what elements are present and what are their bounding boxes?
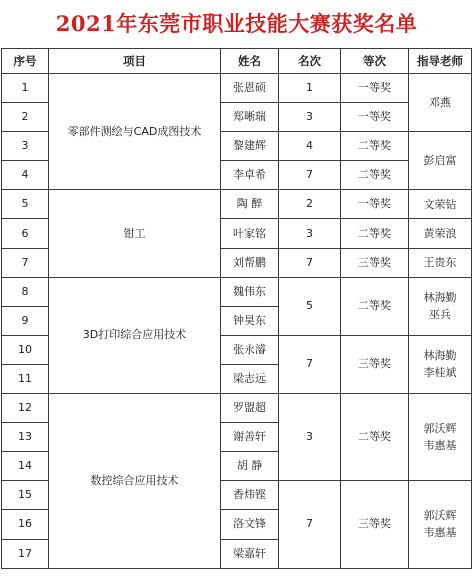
advisor-line: 林海勤 <box>423 349 457 363</box>
cell-level: 三等奖 <box>341 481 409 568</box>
cell-advisor <box>409 394 472 481</box>
cell-no: 10 <box>2 335 49 364</box>
cell-name: 洛文锋 <box>221 510 279 539</box>
cell-project: 零部件测绘与CAD成图技术 <box>49 74 221 190</box>
cell-project: 钳工 <box>49 190 221 277</box>
cell-rank: 7 <box>279 248 341 277</box>
cell-level: 二等奖 <box>341 161 409 190</box>
cell-advisor: 王贵东 <box>409 248 472 277</box>
cell-level: 一等奖 <box>341 103 409 132</box>
cell-level: 三等奖 <box>341 335 409 393</box>
cell-rank: 7 <box>279 161 341 190</box>
cell-name: 香炜铿 <box>221 481 279 510</box>
cell-name: 陶 醉 <box>221 190 279 219</box>
cell-no: 13 <box>2 423 49 452</box>
cell-advisor: 黄荣浪 <box>409 219 472 248</box>
table-row <box>2 277 472 306</box>
advisor-line: 韦惠基 <box>423 526 457 540</box>
advisor-line: 林海勤 <box>423 291 457 305</box>
cell-level: 二等奖 <box>341 132 409 161</box>
header-project: 项目 <box>49 49 221 74</box>
cell-no: 1 <box>2 74 49 103</box>
table-header-row <box>2 49 472 74</box>
header-name: 姓名 <box>221 49 279 74</box>
cell-advisor <box>409 481 472 568</box>
cell-advisor: 邓燕 <box>409 74 472 132</box>
cell-rank: 7 <box>279 335 341 393</box>
cell-no: 2 <box>2 103 49 132</box>
cell-no: 9 <box>2 306 49 335</box>
cell-advisor <box>409 335 472 393</box>
table-row <box>2 190 472 219</box>
cell-no: 6 <box>2 219 49 248</box>
cell-name: 张恩硕 <box>221 74 279 103</box>
cell-advisor: 文荣钻 <box>409 190 472 219</box>
cell-name: 刘帮鹏 <box>221 248 279 277</box>
table-row <box>2 74 472 103</box>
page-title: 2021年东莞市职业技能大赛获奖名单 <box>55 11 418 36</box>
header-no: 序号 <box>2 49 49 74</box>
header-level: 等次 <box>341 49 409 74</box>
cell-no: 11 <box>2 364 49 393</box>
cell-advisor: 彭启富 <box>409 132 472 190</box>
advisor-line: 李桂斌 <box>423 366 457 380</box>
cell-rank: 1 <box>279 74 341 103</box>
cell-no: 5 <box>2 190 49 219</box>
cell-no: 17 <box>2 539 49 568</box>
cell-no: 8 <box>2 277 49 306</box>
cell-name: 李卓希 <box>221 161 279 190</box>
cell-level: 二等奖 <box>341 277 409 335</box>
cell-rank: 7 <box>279 481 341 568</box>
awards-table <box>1 48 472 569</box>
advisor-line: 韦惠基 <box>423 439 457 453</box>
cell-rank: 2 <box>279 190 341 219</box>
cell-no: 4 <box>2 161 49 190</box>
cell-level: 二等奖 <box>341 219 409 248</box>
cell-name: 叶家铭 <box>221 219 279 248</box>
cell-advisor <box>409 277 472 335</box>
cell-name: 郑晰瑞 <box>221 103 279 132</box>
cell-rank: 4 <box>279 132 341 161</box>
cell-level: 三等奖 <box>341 248 409 277</box>
cell-level: 一等奖 <box>341 74 409 103</box>
cell-name: 张永濬 <box>221 335 279 364</box>
cell-name: 魏伟东 <box>221 277 279 306</box>
cell-name: 黎建辉 <box>221 132 279 161</box>
cell-level: 二等奖 <box>341 394 409 481</box>
header-advisor: 指导老师 <box>409 49 472 74</box>
advisor-line: 巫兵 <box>429 308 451 322</box>
cell-rank: 3 <box>279 103 341 132</box>
cell-no: 12 <box>2 394 49 423</box>
cell-project: 3D打印综合应用技术 <box>49 277 221 393</box>
cell-no: 14 <box>2 452 49 481</box>
cell-rank: 5 <box>279 277 341 335</box>
header-rank: 名次 <box>279 49 341 74</box>
cell-name: 钟昊东 <box>221 306 279 335</box>
cell-rank: 3 <box>279 219 341 248</box>
cell-name: 梁嘉轩 <box>221 539 279 568</box>
advisor-line: 郭沃辉 <box>423 422 457 436</box>
cell-name: 梁志远 <box>221 364 279 393</box>
cell-project: 数控综合应用技术 <box>49 394 221 569</box>
advisor-line: 郭沃辉 <box>423 509 457 523</box>
cell-rank: 3 <box>279 394 341 481</box>
cell-name: 罗盟超 <box>221 394 279 423</box>
cell-no: 7 <box>2 248 49 277</box>
cell-level: 一等奖 <box>341 190 409 219</box>
cell-no: 16 <box>2 510 49 539</box>
cell-name: 谢善轩 <box>221 423 279 452</box>
cell-no: 3 <box>2 132 49 161</box>
table-row <box>2 394 472 423</box>
cell-name: 胡 静 <box>221 452 279 481</box>
cell-no: 15 <box>2 481 49 510</box>
